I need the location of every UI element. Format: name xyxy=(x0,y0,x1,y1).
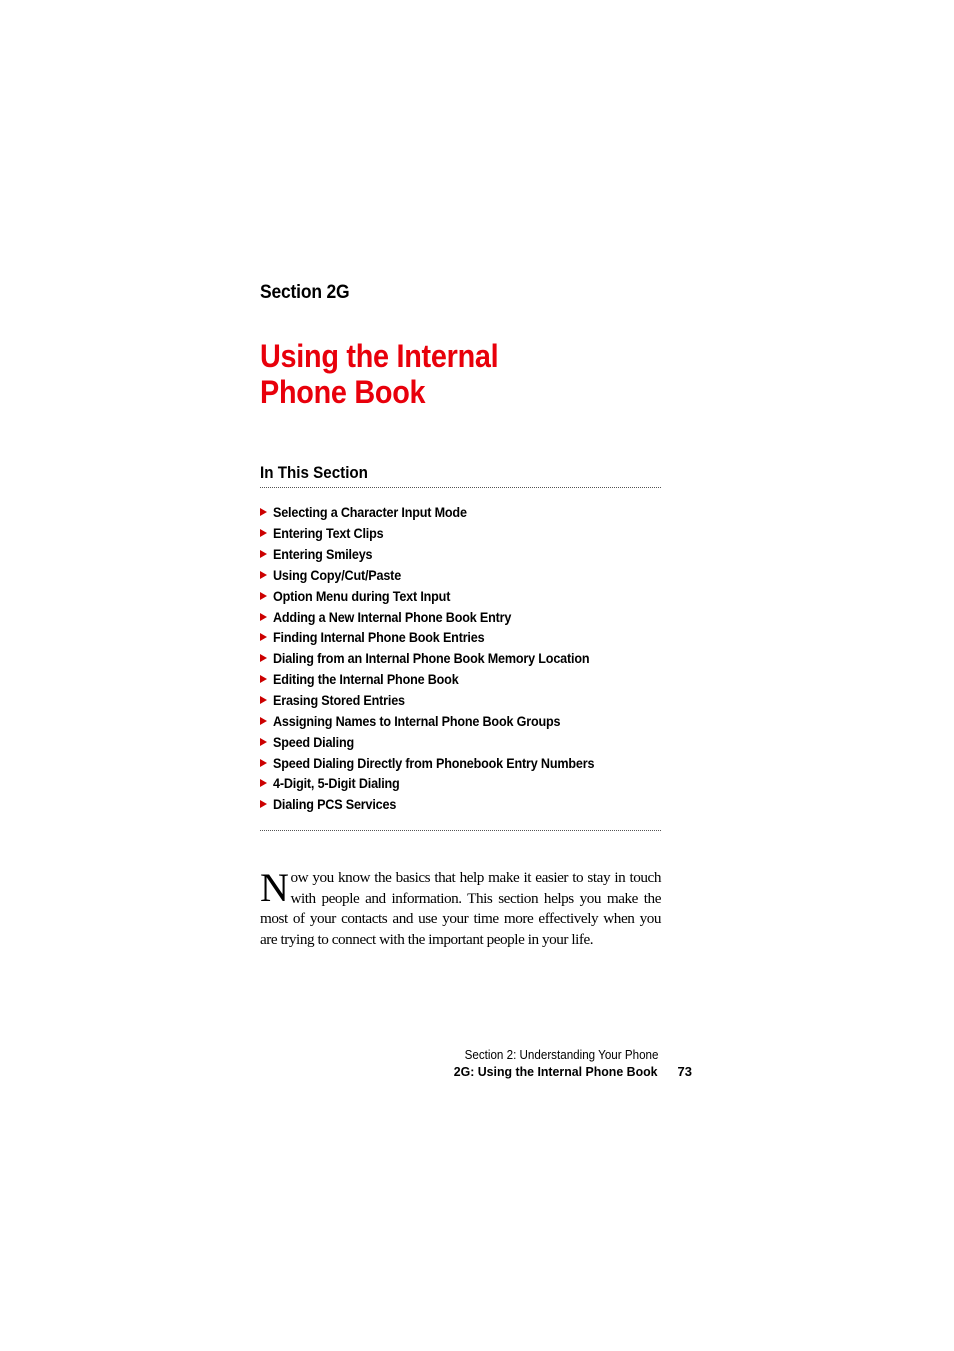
right-triangle-bullet-icon xyxy=(260,654,267,662)
topic-list-item xyxy=(260,565,661,586)
topic-list-item xyxy=(260,627,661,648)
intro-paragraph xyxy=(260,865,661,951)
right-triangle-bullet-icon xyxy=(260,529,267,537)
topic-label: Entering Smileys xyxy=(273,546,373,563)
topic-label: Dialing from an Internal Phone Book Memory Location xyxy=(273,650,590,667)
right-triangle-bullet-icon xyxy=(260,738,267,746)
right-triangle-bullet-icon xyxy=(260,550,267,558)
topic-label: Erasing Stored Entries xyxy=(273,692,405,709)
topic-label: Adding a New Internal Phone Book Entry xyxy=(273,608,512,625)
topic-label: Dialing PCS Services xyxy=(273,796,397,813)
topic-label: Speed Dialing xyxy=(273,733,354,750)
intro-text: ow you know the basics that help make it easier to stay in touch with people and information. This section helps you make the most of your contacts and use your time more effectively when you are trying to connect with the important people in your life. xyxy=(260,869,661,949)
topic-list-item xyxy=(260,585,661,606)
right-triangle-bullet-icon xyxy=(260,633,267,641)
topic-list-item xyxy=(260,502,661,523)
right-triangle-bullet-icon xyxy=(260,592,267,600)
topic-list-item xyxy=(260,731,661,752)
footer-section-name: Section 2: Understanding Your Phone xyxy=(464,1048,658,1062)
right-triangle-bullet-icon xyxy=(260,800,267,808)
topic-label: Selecting a Character Input Mode xyxy=(273,504,467,521)
topic-label: Finding Internal Phone Book Entries xyxy=(273,629,485,646)
topic-list-item xyxy=(260,794,661,815)
topic-list-item xyxy=(260,690,661,711)
topic-label: Assigning Names to Internal Phone Book Groups xyxy=(273,712,561,729)
right-triangle-bullet-icon xyxy=(260,508,267,516)
right-triangle-bullet-icon xyxy=(260,717,267,725)
right-triangle-bullet-icon xyxy=(260,675,267,683)
drop-cap: N xyxy=(260,865,289,910)
topic-label: 4-Digit, 5-Digit Dialing xyxy=(273,775,400,792)
topic-list-item xyxy=(260,773,661,794)
right-triangle-bullet-icon xyxy=(260,613,267,621)
topic-label: Entering Text Clips xyxy=(273,525,384,542)
topic-label: Editing the Internal Phone Book xyxy=(273,671,459,688)
topic-list-item xyxy=(260,523,661,544)
topic-label: Option Menu during Text Input xyxy=(273,587,451,604)
right-triangle-bullet-icon xyxy=(260,779,267,787)
right-triangle-bullet-icon xyxy=(260,759,267,767)
in-this-section-box xyxy=(260,462,661,815)
bottom-dotted-rule xyxy=(260,830,661,831)
topic-label: Using Copy/Cut/Paste xyxy=(273,566,402,583)
page-title xyxy=(260,338,498,410)
topic-label: Speed Dialing Directly from Phonebook Entry Numbers xyxy=(273,754,595,771)
topic-list-item xyxy=(260,648,661,669)
topic-list-item xyxy=(260,710,661,731)
topic-list xyxy=(260,502,661,815)
topic-list-item xyxy=(260,669,661,690)
page-title-line-1: Using the Internal xyxy=(260,338,499,374)
topic-list-item xyxy=(260,606,661,627)
page-number: 73 xyxy=(677,1064,692,1079)
page-title-line-2: Phone Book xyxy=(260,374,426,410)
right-triangle-bullet-icon xyxy=(260,696,267,704)
right-triangle-bullet-icon xyxy=(260,571,267,579)
in-this-section-heading: In This Section xyxy=(260,464,368,482)
top-dotted-rule xyxy=(260,487,661,488)
footer-chapter-name: 2G: Using the Internal Phone Book xyxy=(454,1064,658,1079)
topic-list-item xyxy=(260,544,661,565)
section-label: Section 2G xyxy=(260,282,350,303)
topic-list-item xyxy=(260,752,661,773)
